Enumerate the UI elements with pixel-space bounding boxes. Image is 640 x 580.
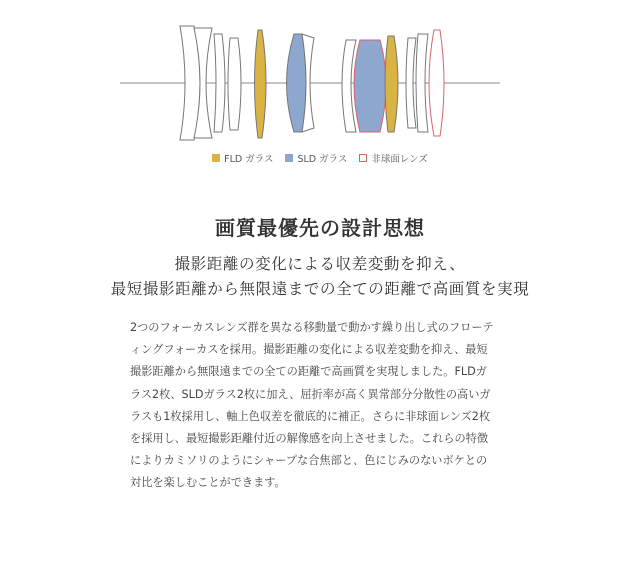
legend (0, 151, 640, 165)
lens-element-aspherical (429, 30, 444, 136)
legend-label-sld: SLD ガラス (297, 154, 348, 165)
legend-item-fld (212, 151, 273, 165)
lens-element-sld-1 (287, 34, 307, 132)
lens-element-sld-2 (354, 40, 386, 132)
body-line: によりカミソリのようにシャープな合焦部と、色にじみのないボケとの (130, 454, 488, 468)
subheading-line: 撮影距離の変化による収差変動を抑え、 (174, 255, 466, 273)
section-subheading (0, 252, 640, 302)
legend-label-fld: FLD ガラス (224, 154, 274, 165)
body-line: ィングフォーカスを採用。撮影距離の変化による収差変動を抑え、最短 (130, 343, 488, 357)
lens-element-fld-1 (255, 30, 267, 138)
fld-swatch-icon (212, 154, 220, 162)
subheading-line: 最短撮影距離から無限遠までの全ての距離で高画質を実現 (110, 280, 530, 298)
body-line: ラス2枚、SLDガラス2枚に加え、屈折率が高く異常部分分散性の高いガ (130, 387, 491, 401)
body-line: 撮影距離から無限遠までの全ての距離で高画質を実現しました。FLDガ (130, 365, 487, 379)
body-line: ラスも1枚採用し、軸上色収差を徹底的に補正。さらに非球面レンズ2枚 (130, 409, 491, 423)
body-line: 2つのフォーカスレンズ群を異なる移動量で動かす繰り出し式のフローテ (130, 321, 494, 334)
lens-element-3 (214, 34, 225, 132)
lens-construction-diagram (0, 0, 640, 150)
body-line: 対比を楽しむことができます。 (130, 476, 286, 490)
aspherical-swatch-icon (359, 154, 367, 162)
section-heading: 画質最優先の設計思想 (215, 216, 425, 240)
sld-swatch-icon (285, 154, 293, 162)
lens-element-fld-2 (385, 36, 398, 132)
lens-element-4 (228, 38, 241, 130)
legend-item-sld (285, 151, 347, 165)
body-paragraph (130, 317, 510, 495)
body-line: を採用し、最短撮影距離付近の解像感を向上させました。これらの特徴 (130, 432, 489, 446)
legend-item-aspherical (359, 151, 427, 165)
legend-label-aspherical: 非球面レンズ (371, 154, 428, 165)
